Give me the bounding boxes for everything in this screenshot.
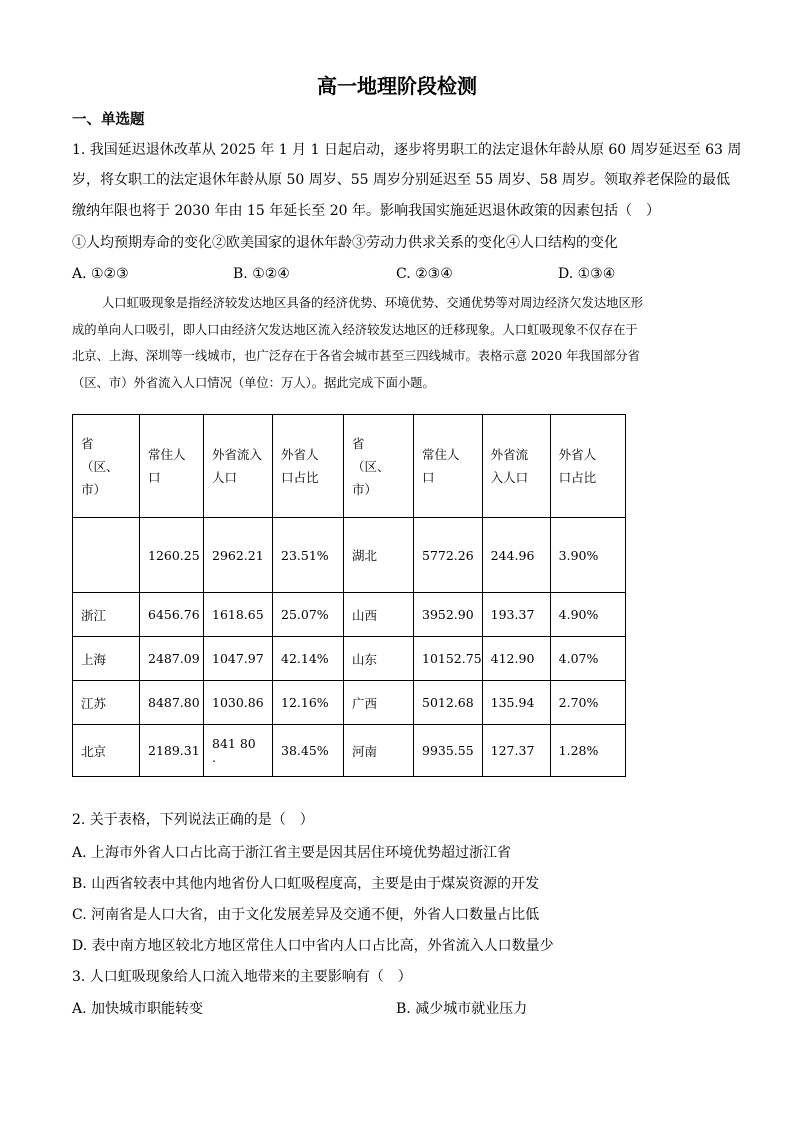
table-header-cell: 外省流入 人口 — [204, 415, 273, 518]
question-2-option-b[interactable]: B. 山西省较表中其他内地省份人口虹吸程度高，主要是由于煤炭资源的开发 — [72, 876, 540, 892]
table-cell: 244.96 — [482, 518, 550, 593]
question-2-option-a[interactable]: A. 上海市外省人口占比高于浙江省主要是因其居住环境优势超过浙江省 — [72, 845, 512, 861]
table-header-cell: 外省人 口占比 — [550, 415, 625, 518]
table-header-cell: 省 （区、 市） — [344, 415, 414, 518]
question-3-stem: 3. 人口虹吸现象给人口流入地带来的主要影响有（ ） — [72, 969, 412, 985]
table-cell: 江苏 — [73, 681, 140, 725]
table-cell: 4.07% — [550, 637, 625, 681]
table-cell: 1260.25 — [140, 518, 204, 593]
table-cell: 4.90% — [550, 593, 625, 637]
question-1-option-d[interactable]: D. ①③④ — [558, 266, 616, 282]
table-header-cell: 外省人 口占比 — [273, 415, 344, 518]
material-passage — [72, 290, 724, 396]
table-cell: 12.16% — [273, 681, 344, 725]
table-cell: 山西 — [344, 593, 414, 637]
table-header-cell: 省 （区、 市） — [73, 415, 140, 518]
table-cell: 8487.80 — [140, 681, 204, 725]
table-cell: 841 80 . — [204, 725, 273, 777]
question-1-line-4: ①人均预期寿命的变化②欧美国家的退休年龄③劳动力供求关系的变化④人口结构的变化 — [72, 235, 618, 251]
material-line-3: 北京、上海、深圳等一线城市，也广泛存在于各省会城市甚至三四线城市。表格示意 2020 年我国部分省 — [72, 349, 640, 363]
table-cell: 1618.65 — [204, 593, 273, 637]
table-cell: 38.45% — [273, 725, 344, 777]
table-row — [73, 637, 626, 681]
question-1-line-3: 缴纳年限也将于 2030 年由 15 年延长至 20 年。影响我国实施延迟退休政策的因素包括（ ） — [72, 203, 660, 219]
table-cell: 42.14% — [273, 637, 344, 681]
table-cell: 25.07% — [273, 593, 344, 637]
question-2-stem: 2. 关于表格，下列说法正确的是（ ） — [72, 812, 314, 828]
section-heading: 一、单选题 — [72, 111, 145, 128]
table-cell: 上海 — [73, 637, 140, 681]
table-header-cell: 常住人 口 — [414, 415, 483, 518]
table-cell: 10152.75 — [414, 637, 483, 681]
table-cell: 412.90 — [482, 637, 550, 681]
table-row — [73, 593, 626, 637]
table-cell: 山东 — [344, 637, 414, 681]
material-line-4: （区、市）外省流入人口情况（单位：万人）。据此完成下面小题。 — [72, 375, 435, 390]
table-cell: 5772.26 — [414, 518, 483, 593]
table-cell: 1047.97 — [204, 637, 273, 681]
table-cell: 193.37 — [482, 593, 550, 637]
question-1-line-1: 1. 我国延迟退休改革从 2025 年 1 月 1 日起启动，逐步将男职工的法定退休年龄从原 60 周岁延迟至 63 周 — [72, 142, 742, 158]
question-1-option-c[interactable]: C. ②③④ — [396, 266, 453, 282]
table-cell: 1030.86 — [204, 681, 273, 725]
table-cell: 23.51% — [273, 518, 344, 593]
table-header-row — [73, 415, 626, 518]
table-row — [73, 518, 626, 593]
table-cell: 湖北 — [344, 518, 414, 593]
question-3-option-a[interactable]: A. 加快城市职能转变 — [72, 1001, 204, 1017]
question-2-option-d[interactable]: D. 表中南方地区较北方地区常住人口中省内人口占比高，外省流入人口数量少 — [72, 938, 554, 954]
table-cell: 2.70% — [550, 681, 625, 725]
question-1-option-a[interactable]: A. ①②③ — [72, 266, 129, 282]
table-cell: 北京 — [73, 725, 140, 777]
table-cell: 2487.09 — [140, 637, 204, 681]
question-1-line-2: 岁，将女职工的法定退休年龄从原 50 周岁、55 周岁分别延迟至 55 周岁、58 周岁。领取养老保险的最低 — [72, 172, 730, 188]
table-header-cell: 常住人 口 — [140, 415, 204, 518]
page-title: 高一地理阶段检测 — [317, 74, 477, 98]
table-cell: 9935.55 — [414, 725, 483, 777]
question-3-option-b[interactable]: B. 减少城市就业压力 — [396, 1001, 528, 1017]
table-cell: 浙江 — [73, 593, 140, 637]
table-cell: 135.94 — [482, 681, 550, 725]
population-table — [72, 414, 626, 777]
table-cell: 3.90% — [550, 518, 625, 593]
table-header-cell: 外省流 入人口 — [482, 415, 550, 518]
question-2-option-c[interactable]: C. 河南省是人口大省，由于文化发展差异及交通不便，外省人口数量占比低 — [72, 907, 540, 923]
table-cell — [73, 518, 140, 593]
question-1-option-b[interactable]: B. ①②④ — [233, 266, 290, 282]
table-cell: 127.37 — [482, 725, 550, 777]
table-row — [73, 681, 626, 725]
table-cell: 6456.76 — [140, 593, 204, 637]
table-cell: 2189.31 — [140, 725, 204, 777]
table-cell: 1.28% — [550, 725, 625, 777]
table-cell: 广西 — [344, 681, 414, 725]
table-cell: 5012.68 — [414, 681, 483, 725]
table-cell: 河南 — [344, 725, 414, 777]
table-row — [73, 725, 626, 777]
material-line-2: 成的单向人口吸引，即人口由经济欠发达地区流入经济较发达地区的迁移现象。人口虹吸现象不仅存在于 — [72, 322, 638, 337]
material-line-1: 人口虹吸现象是指经济较发达地区具备的经济优势、环境优势、交通优势等对周边经济欠发达地区形 — [102, 296, 644, 310]
table-cell: 3952.90 — [414, 593, 483, 637]
table-cell: 2962.21 — [204, 518, 273, 593]
